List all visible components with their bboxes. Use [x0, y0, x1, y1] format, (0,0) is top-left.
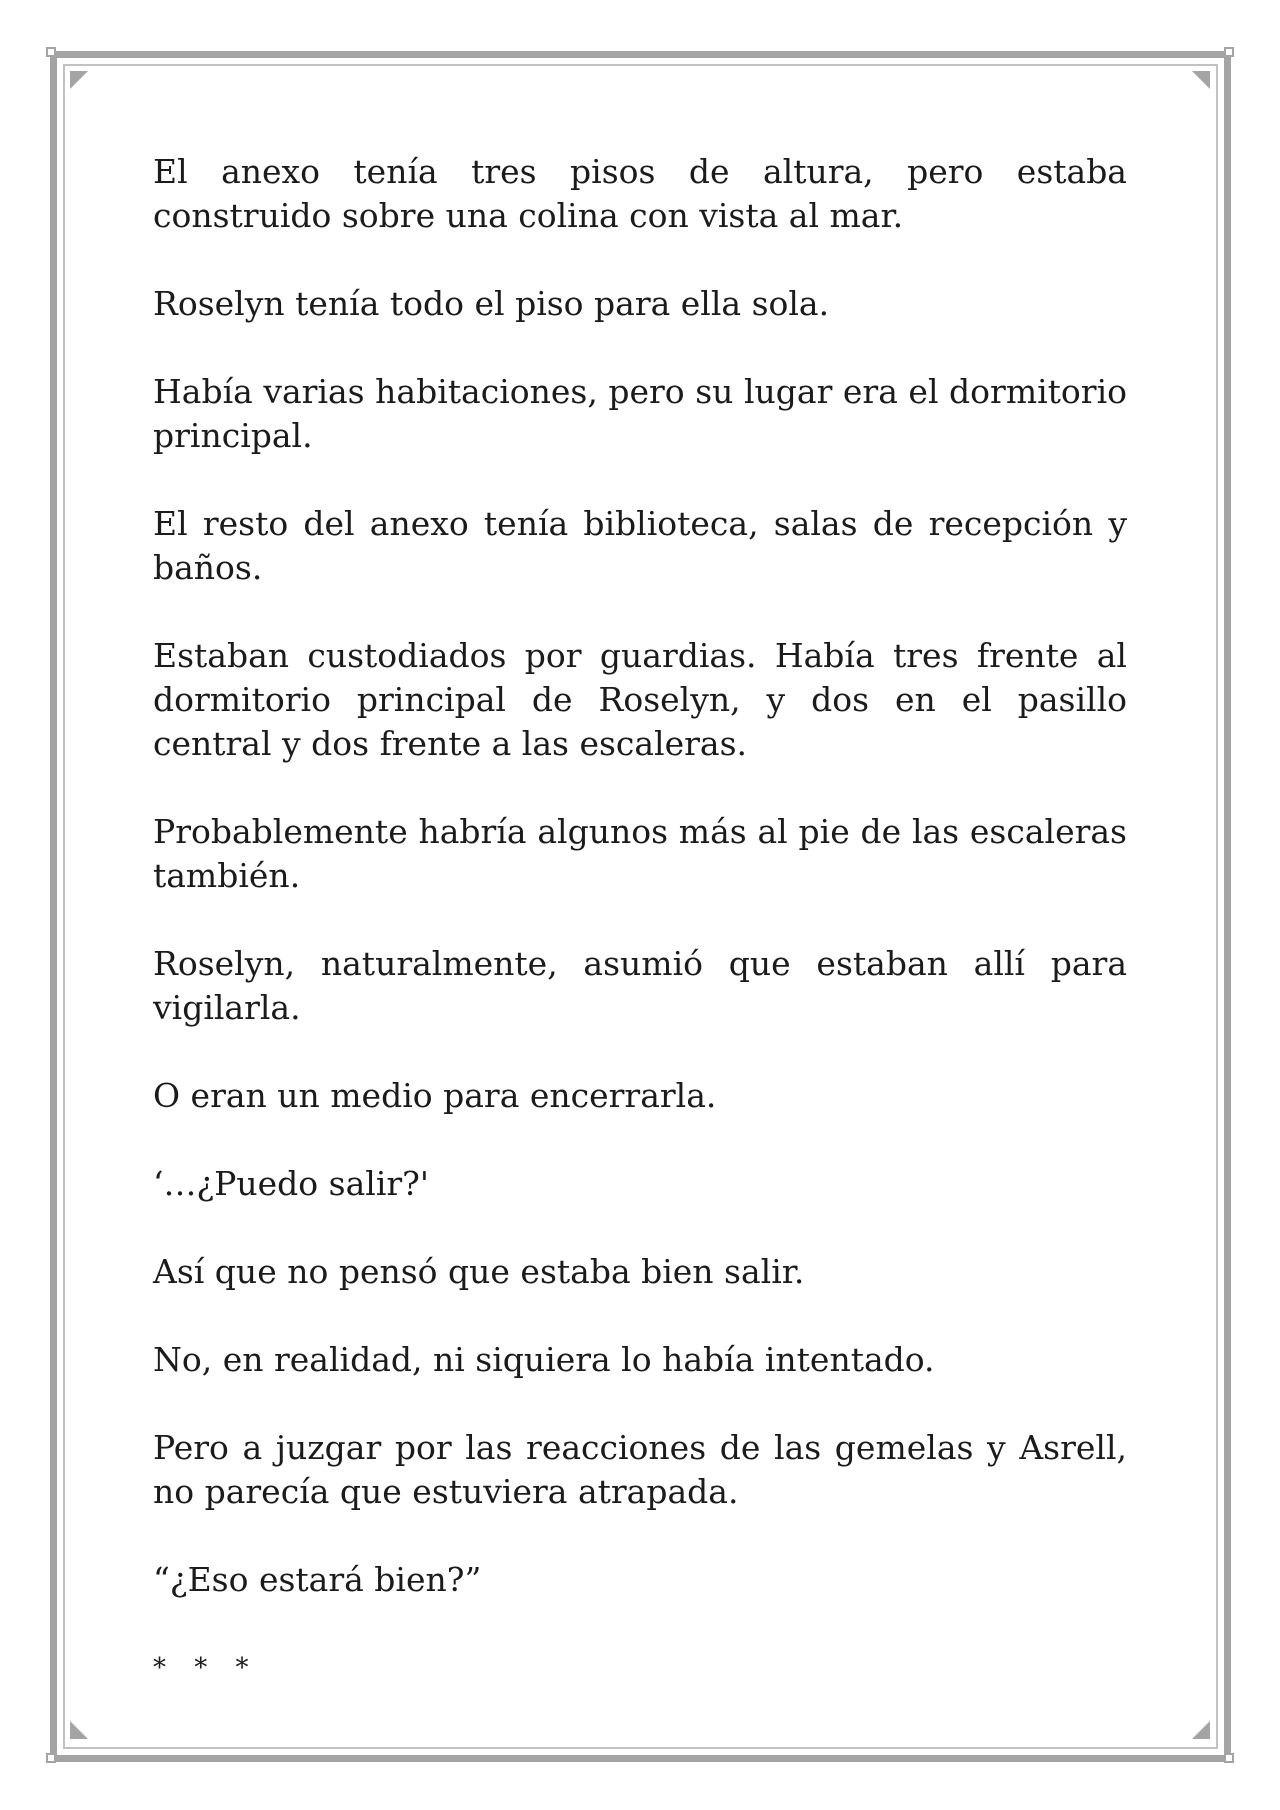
frame-corner-triangle-tl [70, 71, 88, 89]
paragraph: Había varias habitaciones, pero su lugar era el dormitorio principal. [153, 372, 1127, 455]
paragraph: Así que no pensó que estaba bien salir. [153, 1252, 805, 1291]
frame-corner-ornament-br [1224, 1753, 1234, 1763]
paragraph: Pero a juzgar por las reacciones de las gemelas y Asrell, no parecía que estuviera atrapada. [153, 1428, 1127, 1511]
frame-corner-ornament-tr [1224, 47, 1234, 57]
paragraph: El resto del anexo tenía biblioteca, salas de recepción y baños. [153, 504, 1127, 587]
frame-corner-triangle-tr [1192, 71, 1210, 89]
frame-corner-ornament-bl [46, 1753, 56, 1763]
paragraph: Estaban custodiados por guardias. Había tres frente al dormitorio principal de Roselyn, y dos en el pasillo central y dos frente a las escaleras. [153, 636, 1127, 763]
frame-corner-triangle-bl [70, 1721, 88, 1739]
paragraph: Roselyn, naturalmente, asumió que estaban allí para vigilarla. [153, 944, 1127, 1027]
paragraph: “¿Eso estará bien?” [153, 1560, 482, 1599]
paragraph: O eran un medio para encerrarla. [153, 1076, 717, 1115]
frame-corner-triangle-br [1192, 1721, 1210, 1739]
paragraph: Roselyn tenía todo el piso para ella sola. [153, 284, 830, 323]
frame-corner-ornament-tl [46, 47, 56, 57]
page-body [153, 150, 1127, 1734]
paragraph: El anexo tenía tres pisos de altura, pero estaba construido sobre una colina con vista al mar. [153, 152, 1127, 235]
scene-separator: * * * [153, 1653, 259, 1683]
paragraph: No, en realidad, ni siquiera lo había intentado. [153, 1340, 935, 1379]
paragraph: ‘…¿Puedo salir?' [153, 1164, 429, 1203]
paragraph: Probablemente habría algunos más al pie de las escaleras también. [153, 812, 1127, 895]
